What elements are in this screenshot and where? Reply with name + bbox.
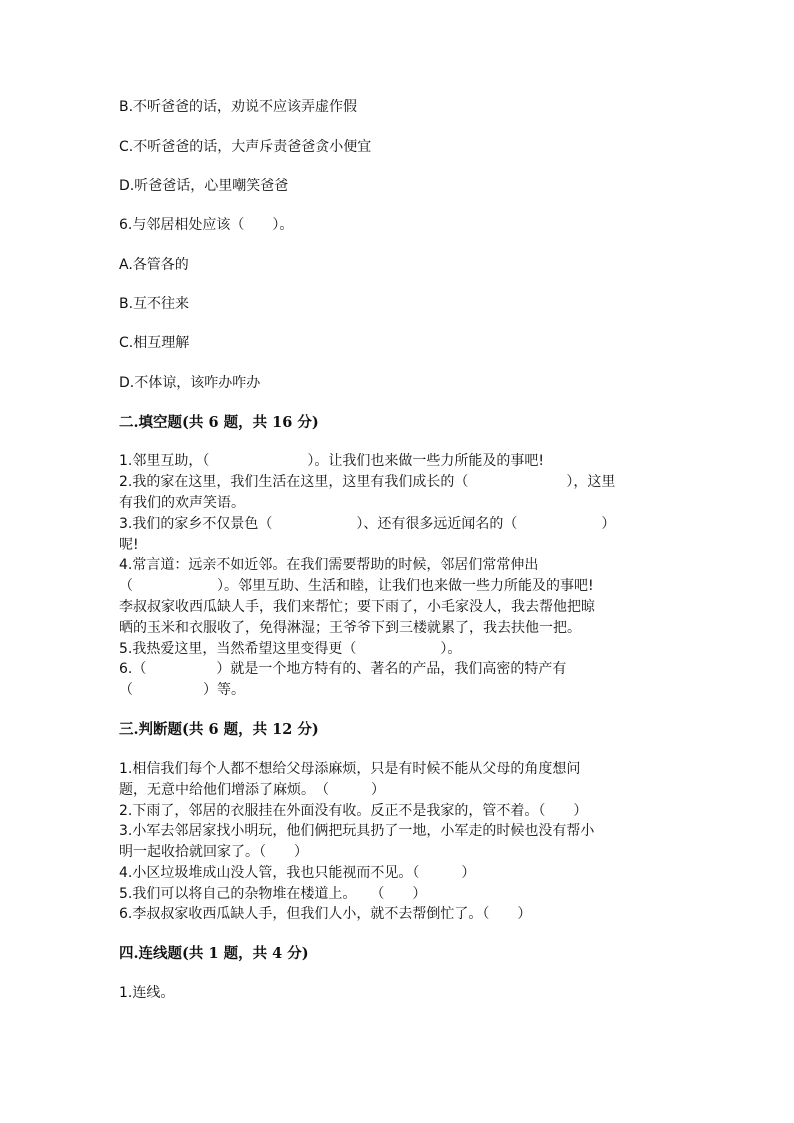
fill-line: （ ）。邻里互助、生活和睦，让我们也来做一些力所能及的事吧! [119,578,594,594]
judge-line: 6.李叔叔家收西瓜缺人手，但我们人小，就不去帮倒忙了。（ ） [119,906,532,922]
q5-option-c: C.不听爸爸的话，大声斥责爸爸贪小便宜 [119,139,372,155]
fill-line: 2.我的家在这里，我们生活在这里，这里有我们成长的（ ），这里 [119,474,616,490]
judge-line: 明一起收拾就回家了。（ ） [119,844,308,860]
q6-stem: 6.与邻居相处应该（ ）。 [119,217,294,233]
q6-option-a: A.各管各的 [119,257,189,273]
fill-line: 3.我们的家乡不仅景色（ ）、还有很多远近闻名的（ ） [119,516,616,532]
judge-line: 1.相信我们每个人都不想给父母添麻烦，只是有时候不能从父母的角度想问 [119,761,581,777]
q5-option-b: B.不听爸爸的话，劝说不应该弄虚作假 [119,99,358,115]
fill-line: 李叔叔家收西瓜缺人手，我们来帮忙；要下雨了，小毛家没人，我去帮他把晾 [119,599,595,615]
fill-line: 5.我热爱这里，当然希望这里变得更（ ）。 [119,641,462,657]
fill-line: （ ）等。 [119,682,245,698]
judge-line: 5.我们可以将自己的杂物堆在楼道上。 （ ） [119,886,427,902]
fill-line: 呢! [119,537,139,553]
judge-line: 3.小军去邻居家找小明玩，他们俩把玩具扔了一地，小军走的时候也没有帮小 [119,823,595,839]
judge-line: 2.下雨了，邻居的衣服挂在外面没有收。反正不是我家的，管不着。（ ） [119,803,588,819]
judge-line: 4.小区垃圾堆成山没人管，我也只能视而不见。（ ） [119,865,476,881]
q6-option-d: D.不体谅，该咋办咋办 [119,375,261,391]
q5-option-d: D.听爸爸话，心里嘲笑爸爸 [119,178,289,194]
fill-line: 有我们的欢声笑语。 [119,495,245,511]
fill-line: 晒的玉米和衣服收了，免得淋湿；王爷爷下到三楼就累了，我去扶他一把。 [119,620,581,636]
fill-line: 6.（ ）就是一个地方特有的、著名的产品，我们高密的特产有 [119,661,567,677]
match-section-heading: 四.连线题(共 1 题，共 4 分) [119,945,309,962]
judge-section-heading: 三.判断题(共 6 题，共 12 分) [119,721,319,738]
q6-option-b: B.互不往来 [119,296,190,312]
q6-option-c: C.相互理解 [119,335,190,351]
judge-line: 题，无意中给他们增添了麻烦。 （ ） [119,782,385,798]
match-line: 1.连线。 [119,985,175,1001]
fill-line: 4.常言道：远亲不如近邻。在我们需要帮助的时候，邻居们常常伸出 [119,557,539,573]
fill-line: 1.邻里互助，（ ）。让我们也来做一些力所能及的事吧! [119,453,544,469]
fill-section-heading: 二.填空题(共 6 题，共 16 分) [119,414,319,431]
